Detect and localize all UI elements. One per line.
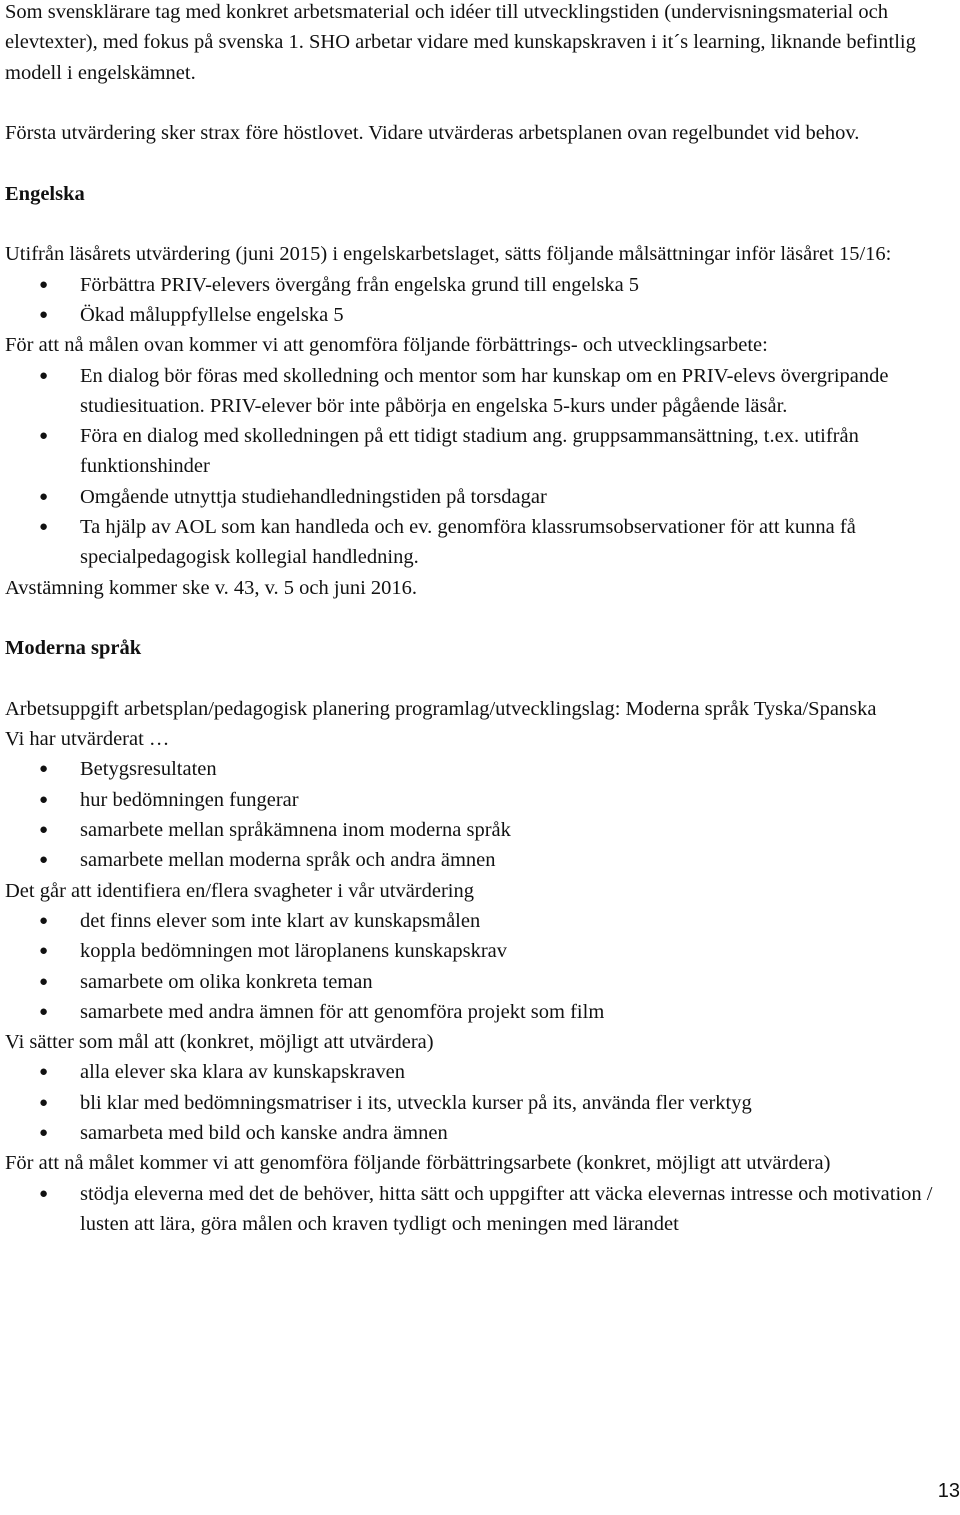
bullet-icon: ● <box>39 1124 49 1141</box>
bullet-icon: ● <box>39 519 49 536</box>
list-item: ● Ökad måluppfyllelse engelska 5 <box>5 300 955 330</box>
list-item: ● samarbete mellan språkämnena inom moderna språk <box>5 815 955 845</box>
list-item: ● Omgående utnyttja studiehandledningstiden på torsdagar <box>5 482 955 512</box>
intro-paragraph-1: Som svensklärare tag med konkret arbetsmaterial och idéer till utvecklingstiden (undervisningsmaterial och elevtexter), med fokus på svenska 1. SHO arbetar vidare med kunskapskraven i it´s learning, liknande befintlig modell i engelskämnet. <box>5 1 916 84</box>
bullet-icon: ● <box>39 761 49 778</box>
bullet-icon: ● <box>39 943 49 960</box>
moderna-weak-intro: Det går att identifiera en/flera svagheter i vår utvärdering <box>5 879 474 902</box>
bullet-icon: ● <box>39 1185 49 1202</box>
intro-paragraph-2: Första utvärdering sker strax före höstlovet. Vidare utvärderas arbetsplanen ovan regelbundet vid behov. <box>5 122 860 145</box>
bullet-icon: ● <box>39 912 49 929</box>
list-item: ● Betygsresultaten <box>5 754 955 784</box>
moderna-goals-intro: Vi sätter som mål att (konkret, möjligt att utvärdera) <box>5 1031 434 1054</box>
bullet-icon: ● <box>39 822 49 839</box>
bullet-icon: ● <box>39 306 49 323</box>
list-item: ● samarbete med andra ämnen för att genomföra projekt som film <box>5 997 955 1027</box>
list-item: ● stödja eleverna med det de behöver, hitta sätt och uppgifter att väcka elevernas intresse och motivation / lusten att lära, göra målen och kraven tydligt och meningen med lärandet <box>5 1179 955 1240</box>
list-item: ● alla elever ska klara av kunskapskraven <box>5 1057 955 1087</box>
document-page <box>5 0 955 1239</box>
moderna-goals-list <box>5 1057 955 1148</box>
bullet-icon: ● <box>39 367 49 384</box>
list-item: ● samarbete om olika konkreta teman <box>5 967 955 997</box>
moderna-evaluated-list <box>5 754 955 875</box>
list-item: ● hur bedömningen fungerar <box>5 785 955 815</box>
list-item: ● Föra en dialog med skolledningen på ett tidigt stadium ang. gruppsammansättning, t.ex. utifrån funktionshinder <box>5 421 955 482</box>
moderna-work-intro: För att nå målet kommer vi att genomföra följande förbättringsarbete (konkret, möjligt att utvärdera) <box>5 1152 831 1175</box>
engelska-intro: Utifrån läsårets utvärdering (juni 2015) i engelskarbetslaget, sätts följande målsättningar inför läsåret 15/16: <box>5 243 892 266</box>
section-heading-moderna-sprak: Moderna språk <box>5 637 142 660</box>
bullet-icon: ● <box>39 428 49 445</box>
moderna-work-list <box>5 1179 955 1240</box>
engelska-goals-list <box>5 270 955 331</box>
bullet-icon: ● <box>39 488 49 505</box>
list-item: ● samarbeta med bild och kanske andra ämnen <box>5 1118 955 1148</box>
list-item: ● En dialog bör föras med skolledning och mentor som har kunskap om en PRIV-elevs övergripande studiesituation. PRIV-elever bör inte påbörja en engelska 5-kurs under pågående läsår. <box>5 361 955 422</box>
list-item: ● samarbete mellan moderna språk och andra ämnen <box>5 845 955 875</box>
moderna-task: Arbetsuppgift arbetsplan/pedagogisk planering programlag/utvecklingslag: Moderna språk Tyska/Spanska <box>5 697 877 720</box>
bullet-icon: ● <box>39 276 49 293</box>
list-item: ● det finns elever som inte klart av kunskapsmålen <box>5 906 955 936</box>
bullet-icon: ● <box>39 791 49 808</box>
bullet-icon: ● <box>39 852 49 869</box>
bullet-icon: ● <box>39 1003 49 1020</box>
moderna-evaluated-intro: Vi har utvärderat … <box>5 728 170 751</box>
list-item: ● Förbättra PRIV-elevers övergång från engelska grund till engelska 5 <box>5 270 955 300</box>
section-heading-engelska: Engelska <box>5 182 85 205</box>
page-number: 13 <box>937 1480 960 1502</box>
bullet-icon: ● <box>39 1064 49 1081</box>
bullet-icon: ● <box>39 1094 49 1111</box>
engelska-followup: Avstämning kommer ske v. 43, v. 5 och juni 2016. <box>5 576 418 599</box>
list-item: ● Ta hjälp av AOL som kan handleda och ev. genomföra klassrumsobservationer för att kunna få specialpedagogisk kollegial handledning. <box>5 512 955 573</box>
moderna-weaknesses-list <box>5 906 955 1027</box>
engelska-work-intro: För att nå målen ovan kommer vi att genomföra följande förbättrings- och utvecklingsarbete: <box>5 334 768 357</box>
engelska-work-list <box>5 361 955 573</box>
list-item: ● bli klar med bedömningsmatriser i its, utveckla kurser på its, använda fler verktyg <box>5 1088 955 1118</box>
bullet-icon: ● <box>39 973 49 990</box>
list-item: ● koppla bedömningen mot läroplanens kunskapskrav <box>5 936 955 966</box>
